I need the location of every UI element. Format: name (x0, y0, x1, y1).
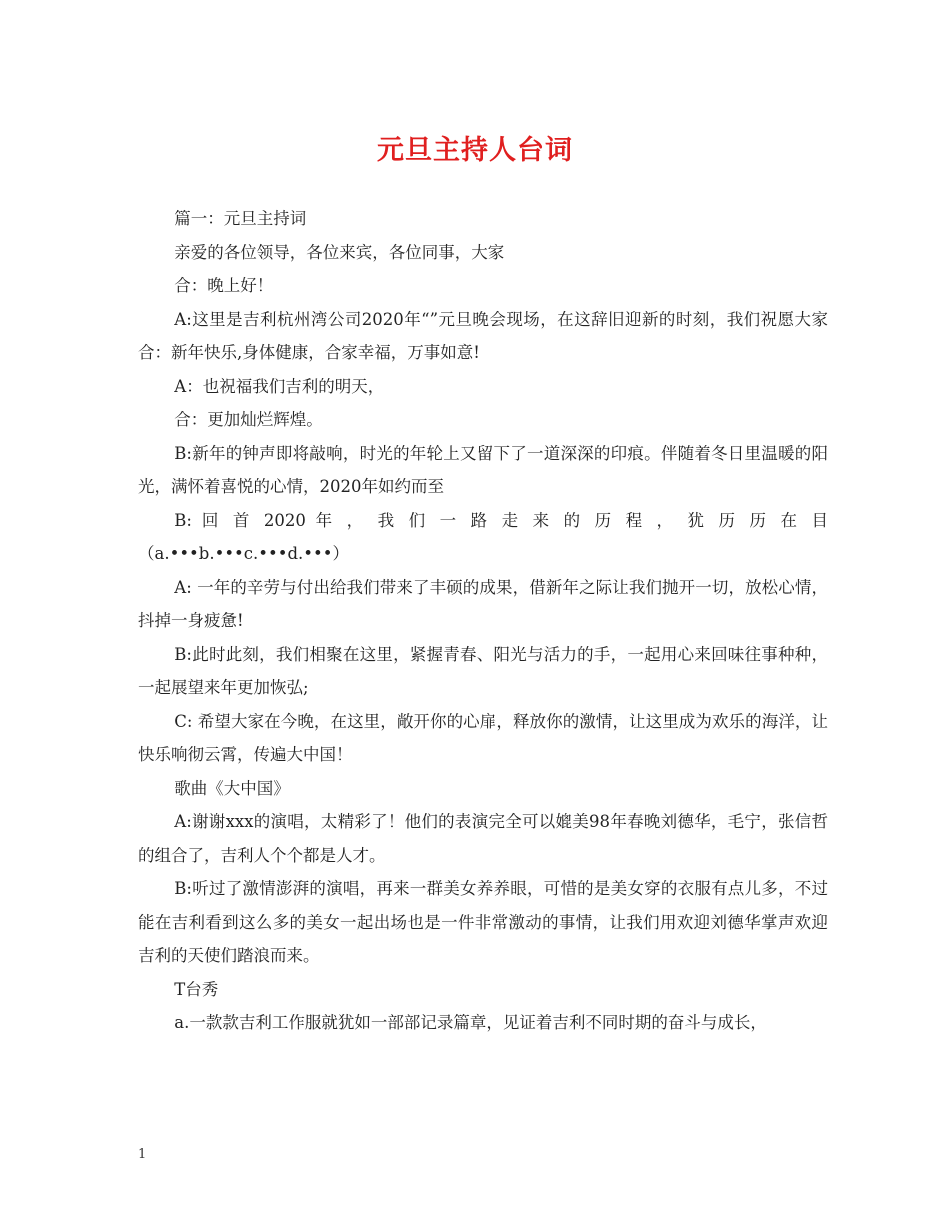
document-title: 元旦主持人台词 (377, 135, 573, 166)
paragraph: 合：更加灿烂辉煌。 (174, 410, 323, 429)
paragraph: a.一款款吉利工作服就犹如一部部记录篇章，见证着吉利不同时期的奋斗与成长， (174, 1013, 767, 1032)
paragraph: 合：晚上好！ (174, 276, 274, 295)
paragraph: B: 回 首 2020 年 ， 我 们 一 路 走 来 的 历 程 ， 犹 历 历 在 目 （a.•••b.•••c.•••d.•••） (138, 510, 828, 563)
paragraph: A: 一年的辛劳与付出给我们带来了丰硕的成果，借新年之际让我们抛开一切，放松心情，抖掉一身疲惫! (138, 577, 828, 630)
paragraph: B:听过了激情澎湃的演唱，再来一群美女养养眼，可惜的是美女穿的衣服有点儿多，不过能在吉利看到这么多的美女一起出场也是一件非常激动的事情，让我们用欢迎刘德华掌声欢迎 吉利的天使们踏浪而来。 (138, 879, 828, 965)
paragraph: 歌曲《大中国》 (174, 778, 290, 798)
page-number: 1 (138, 1147, 147, 1162)
paragraph: 亲爱的各位领导，各位来宾，各位同事，大家 (174, 242, 505, 262)
paragraph: 篇一：元旦主持词 (174, 209, 307, 228)
paragraph: A：也祝福我们吉利的明天， (174, 376, 385, 396)
paragraph: B:此时此刻，我们相聚在这里，紧握青春、阳光与活力的手，一起用心来回味往事种种，一起展望来年更加恢弘; (138, 644, 828, 697)
paragraph: B:新年的钟声即将敲响，时光的年轮上又留下了一道深深的印痕。伴随着冬日里温暖的阳光，满怀着喜悦的心情，2020年如约而至 (138, 443, 828, 496)
paragraph: C: 希望大家在今晚，在这里，敞开你的心扉，释放你的激情，让这里成为欢乐的海洋，让快乐响彻云霄，传遍大中国！ (138, 711, 828, 764)
document-body (138, 202, 828, 1040)
paragraph: A:谢谢xxx的演唱，太精彩了！他们的表演完全可以媲美98年春晚刘德华，毛宁，张信哲的组合了，吉利人个个都是人才。 (138, 812, 828, 865)
paragraph: A:这里是吉利杭州湾公司2020年“”元旦晚会现场，在这辞旧迎新的时刻，我们祝愿大家 合：新年快乐,身体健康，合家幸福，万事如意! (138, 309, 828, 362)
paragraph: T台秀 (174, 979, 219, 999)
